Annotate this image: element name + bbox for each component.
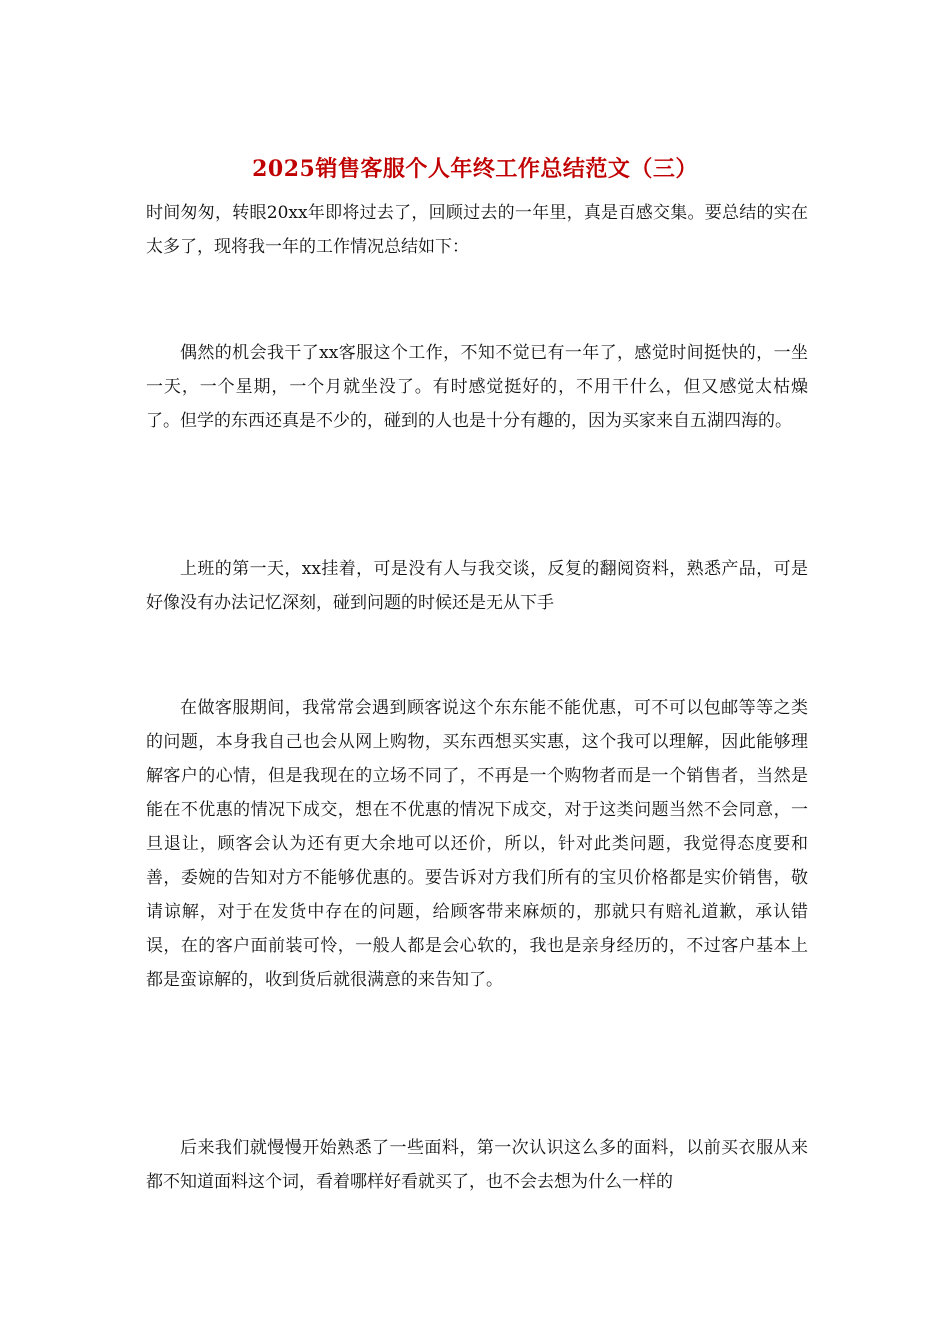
body-paragraph-1: 偶然的机会我干了xx客服这个工作，不知不觉已有一年了，感觉时间挺快的，一坐一天，一个星期，一个月就坐没了。有时感觉挺好的，不用干什么，但又感觉太枯燥了。但学的东西还真是不少的，碰到的人也是十分有趣的，因为买家来自五湖四海的。: [146, 343, 808, 431]
document-title: 2025销售客服个人年终工作总结范文（三）: [252, 156, 698, 182]
intro-paragraph: 时间匆匆，转眼20xx年即将过去了，回顾过去的一年里，真是百感交集。要总结的实在太多了，现将我一年的工作情况总结如下：: [146, 203, 808, 257]
body-paragraph-2: 上班的第一天，xx挂着，可是没有人与我交谈，反复的翻阅资料，熟悉产品，可是好像没有办法记忆深刻，碰到问题的时候还是无从下手: [146, 559, 808, 613]
body-paragraph-3: 在做客服期间，我常常会遇到顾客说这个东东能不能优惠，可不可以包邮等等之类的问题，本身我自己也会从网上购物，买东西想买实惠，这个我可以理解，因此能够理解客户的心情，但是我现在的立场不同了，不再是一个购物者而是一个销售者，当然是能在不优惠的情况下成交，想在不优惠的情况下成交，对于这类问题当然不会同意，一旦退让，顾客会认为还有更大余地可以还价，所以，针对此类问题，我觉得态度要和善，委婉的告知对方不能够优惠的。要告诉对方我们所有的宝贝价格都是实价销售，敬请谅解，对于在发货中存在的问题，给顾客带来麻烦的，那就只有赔礼道歉，承认错误，在的客户面前装可怜，一般人都是会心软的，我也是亲身经历的，不过客户基本上都是蛮谅解的，收到货后就很满意的来告知了。: [146, 698, 808, 990]
body-paragraph-4: 后来我们就慢慢开始熟悉了一些面料，第一次认识这么多的面料，以前买衣服从来都不知道面料这个词，看着哪样好看就买了，也不会去想为什么一样的: [146, 1138, 808, 1192]
